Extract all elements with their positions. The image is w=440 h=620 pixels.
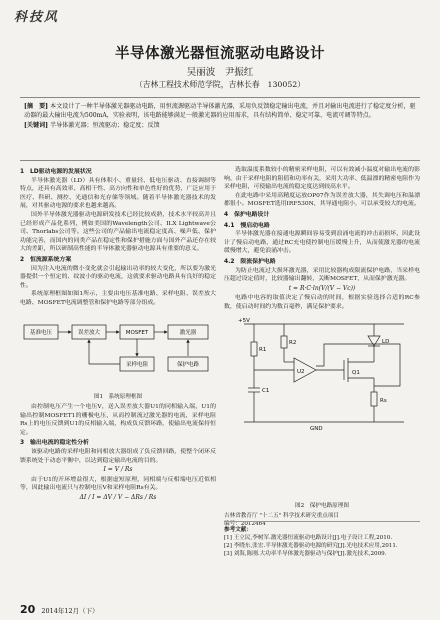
section-heading-2: 2 恒流源系统方案 — [20, 256, 72, 263]
circuit-label-vcc: +5V — [238, 317, 250, 324]
page-header — [0, 0, 440, 30]
paper-authors: 吴丽波 尹振红 — [186, 67, 254, 78]
circuit-label-r1: R1 — [259, 346, 267, 353]
circuit-figure — [224, 314, 420, 466]
paragraph: 为防止电流过大损坏激光器，采用比较器构成限流保护电路，当采样电压超过设定值时，比较器输出翻转，关断MOSFET，从而保护激光器。 — [224, 267, 420, 283]
formula-1: I = V / Rs — [103, 466, 133, 474]
paragraph: 在此电路中采用高精度运放OP07作为误差放大器，其失调电压和温漂都很小。MOSFET选用IRF530N，其导通电阻小，可以承受较大的电流。 — [224, 192, 420, 208]
section-heading-1: 1 LD驱动电源的发展状况 — [20, 169, 92, 175]
paragraph: 选取温度系数较小的精密采样电阻，可以有效减小温度对输出电流的影响，由于采样电阻的阻值和功率有关，采用大功率、低温漂的精密电阻作为采样电阻，可使输出电流的稳定度达到较高水平。 — [224, 167, 420, 191]
circuit-diagram — [224, 314, 420, 434]
circuit-label-r2: R2 — [289, 339, 297, 346]
figure-2-caption: 图2 保护电路原理图 — [295, 503, 349, 509]
references — [224, 521, 420, 558]
column-logo — [14, 6, 59, 25]
figure-1-caption: 图1 系统原理框图 — [93, 393, 143, 400]
block-label-2: MOSFET — [125, 329, 149, 336]
right-column — [224, 166, 420, 468]
block-label-1: 误差放大 — [77, 329, 101, 336]
reference-item: [1] 王立民,李树军.激光器恒流驱动电路设计[J].电子设计工程,2010. — [224, 535, 393, 541]
circuit-label-rs: Rs — [380, 397, 387, 404]
keywords-text: 半导体激光器；恒流驱动；稳定度；反馈 — [50, 121, 160, 129]
block-diagram — [20, 311, 216, 391]
paragraph: 电路中电容的取值决定了慢启动的时间，根据实验选择合适的RC参数，使启动时间约为数百毫秒，满足保护要求。 — [224, 295, 420, 310]
circuit-label-u2: U2 — [297, 368, 305, 375]
paragraph: 国外半导体激光器驱动电源研发技术已经比较成熟，技术水平较高并且已经形成产品化系列，例如美国的Wavelength公司、ILX Lightwave公司、Thorlabs公司等。这些公司的产品输出电流稳定度高、噪声低、保护功能完善，而国内的同类产品在稳定性和保护措施方面与国外产品还存在较大的差距，所以研制高性能的半导体激光器驱动电源具有重要的意义。 — [20, 211, 216, 253]
subsection-heading-4-1: 4.1 慢启动电路 — [224, 222, 270, 229]
paper-affiliation: （吉林工程技术师范学院，吉林长春 130052） — [134, 80, 306, 89]
circuit-label-q1: Q1 — [352, 369, 360, 376]
page-number: 20 — [20, 603, 36, 616]
paragraph: 半导体激光器在接通电源瞬间容易受到浪涌电流的冲击而损坏，因此设计了慢启动电路，通过RC充电使控制电压缓慢上升，从而使激光器的电流缓慢增大，避免浪涌冲击。 — [224, 231, 420, 255]
abstract-box — [20, 97, 420, 161]
abstract-label: [摘 要] — [24, 103, 49, 110]
fund-note: 吉林省教育厅 "十二五" 科学技术研究重点项目 — [224, 513, 339, 519]
subsection-heading-4-2: 4.2 限流保护电路 — [224, 258, 276, 265]
formula-2: ΔI / I = ΔV / V − ΔRs / Rs — [79, 494, 157, 502]
circuit-label-gnd: GND — [310, 425, 323, 432]
keywords-label: [关键词] — [24, 121, 49, 129]
paragraph: 因为注入电流的微小变化就会引起输出功率的较大变化，所以要为激光器提供一个恒定的、纹波小的驱动电流，这就要求驱动电路具有良好的稳定性。 — [20, 265, 216, 289]
paragraph: 半导体激光器（LD）具有体积小、重量轻、低电压驱动、直接调制等特点，还具有高效率、高相干性、高方向性和单色性好的优势，广泛应用于医疗、科研、测控、光通信和光存储等领域。随着半导体激光器技术的发展，对其驱动电源的要求也越来越高。 — [20, 177, 216, 210]
section-heading-3: 3 输出电流的稳定性分析 — [20, 440, 89, 447]
paragraph: 由控制电压产生一个电压V，送入误差放大器U1的同相输入端，U1的输出控制MOSFET1的栅极电压，从而控制流过激光器的电流，采样电阻Rs上的电压反馈到U1的反相输入端，构成负反馈环路，使输出电流保持恒定。 — [20, 404, 216, 436]
section-heading-4: 4 保护电路设计 — [224, 211, 270, 218]
paragraph: 该驱动电路的采样电阻和同相放大器组成了负反馈回路，使整个闭环反馈系统处于动态平衡中，以达到稳定输出电流的目的。 — [20, 449, 216, 464]
block-diagram-figure — [20, 311, 216, 391]
block-label-5: 保护电路 — [176, 361, 200, 368]
circuit-label-ld: LD — [382, 338, 390, 345]
block-label-4: 采样电阻 — [125, 361, 149, 368]
reference-item: [2] 李晓东,张宏.半导体激光器驱动电源的研究[J].光电技术应用,2011. — [224, 543, 398, 549]
reference-item: [3] 刘海,陈刚.大功率半导体激光器驱动与保护[J].激光技术,2009. — [224, 551, 387, 557]
circuit-label-c1: C1 — [262, 387, 270, 394]
abstract-text: 本文设计了一种半导体激光器驱动电路，用恒流源驱动半导体激光器，采用负反馈稳定输出电流，并且对输出电流进行了稳定度分析，驱动器的最大输出电流为500mA，实验表明，该电路能够满足一般激光器的应用需求，具有结构简单、稳定可靠、电流可调等特点。 — [24, 103, 416, 120]
block-label-3: 激光器 — [179, 329, 197, 336]
fund-number: 编号：2012464 — [224, 521, 266, 527]
issue-date: 2014年12月（下） — [41, 607, 99, 615]
page-footer — [20, 603, 420, 616]
formula-3: t = R·C·ln(V/(V − Vc)) — [288, 284, 356, 292]
left-column — [20, 166, 216, 504]
paragraph: 由于U1的开环增益很大，根据虚短原理，同相端与反相端电压近似相等，因此输出电流只与控制电压V和采样电阻Rs有关。 — [20, 476, 216, 492]
paper-title: 半导体激光器恒流驱动电路设计 — [115, 46, 325, 62]
references-label: 参考文献： — [224, 527, 252, 533]
column-logo-text: 科技风 — [14, 10, 60, 25]
block-label-0: 基准电压 — [29, 329, 53, 336]
paragraph: 系统原理框图如图1所示，主要由电压基准电路、采样电阻、误差放大电路、MOSFET电流调整管和保护电路等部分组成。 — [20, 291, 216, 306]
